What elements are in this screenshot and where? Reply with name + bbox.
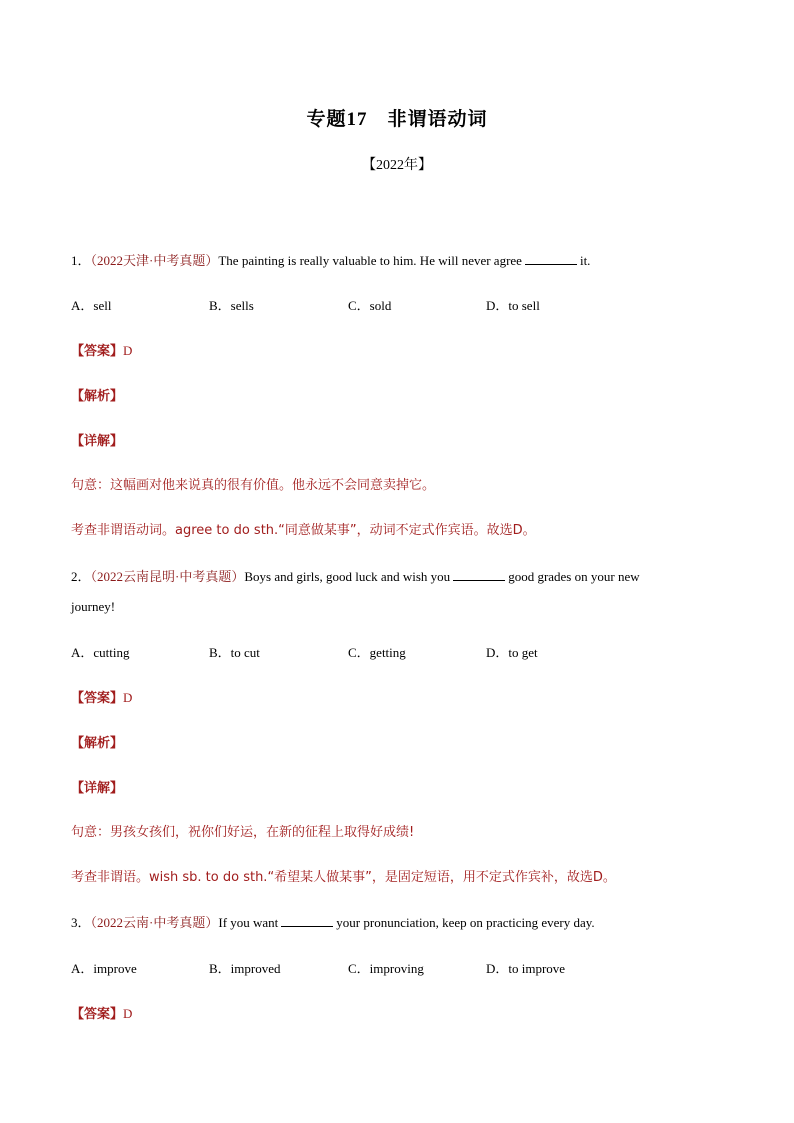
answer-value: D: [123, 343, 133, 358]
answer-line: [71, 342, 132, 361]
question-3-stem: [71, 914, 595, 932]
answer-line: [71, 1005, 132, 1024]
option-b: B．to cut: [209, 645, 260, 660]
explanation-meaning: 句意：这幅画对他来说真的很有价值。他永远不会同意卖掉它。: [71, 478, 436, 493]
answer-value: D: [123, 690, 133, 705]
answer-blank: [281, 914, 333, 927]
detail-label: 【详解】: [71, 781, 124, 796]
explanation-grammar: 考查非谓语动词。agree to do sth.“同意做某事”，动词不定式作宾语。故选D。: [71, 523, 536, 538]
question-2-continuation: journey!: [71, 599, 116, 614]
explanation-meaning: 句意：男孩女孩们，祝你们好运，在新的征程上取得好成绩!: [71, 825, 415, 840]
option-c: C．sold: [348, 298, 392, 313]
option-b: B．sells: [209, 298, 254, 313]
question-number: 2．: [71, 569, 91, 584]
option-d: D．to get: [486, 645, 538, 660]
question-text-end: your pronunciation, keep on practicing every day.: [336, 915, 595, 930]
question-text: The painting is really valuable to him. He will never agree: [218, 253, 522, 268]
answer-line: [71, 689, 132, 708]
question-text: If you want: [218, 915, 279, 930]
analysis-label: 【解析】: [71, 389, 124, 404]
answer-label: 【答案】: [71, 344, 124, 359]
analysis-label: 【解析】: [71, 736, 124, 751]
option-c: C．getting: [348, 645, 406, 660]
option-a: A．sell: [71, 298, 112, 313]
detail-label: 【详解】: [71, 434, 124, 449]
document-title: 专题17 非谓语动词: [306, 109, 488, 130]
option-a: A．cutting: [71, 645, 130, 660]
question-source: （2022天津·中考真题）: [90, 253, 219, 268]
question-text-end: it.: [579, 253, 591, 268]
question-source: （2022云南昆明·中考真题）: [90, 569, 245, 584]
answer-blank: [525, 252, 577, 265]
answer-blank: [453, 568, 505, 581]
option-c: C．improving: [348, 961, 424, 976]
answer-label: 【答案】: [71, 691, 124, 706]
answer-label: 【答案】: [71, 1007, 124, 1022]
option-d: D．to sell: [486, 298, 540, 313]
option-a: A．improve: [71, 961, 137, 976]
explanation-grammar: 考查非谓语。wish sb. to do sth.“希望某人做某事”，是固定短语，用不定式作宾补，故选D。: [71, 870, 616, 885]
option-b: B．improved: [209, 961, 281, 976]
question-1-stem: [71, 252, 590, 270]
question-text-end: good grades on your new: [508, 569, 640, 584]
option-d: D．to improve: [486, 961, 566, 976]
answer-value: D: [123, 1006, 133, 1021]
year-heading: 【2022年】: [362, 158, 432, 173]
question-source: （2022云南·中考真题）: [90, 915, 219, 930]
question-number: 3．: [71, 915, 91, 930]
question-text: Boys and girls, good luck and wish you: [244, 569, 451, 584]
question-2-stem: [71, 568, 640, 586]
question-number: 1．: [71, 253, 91, 268]
